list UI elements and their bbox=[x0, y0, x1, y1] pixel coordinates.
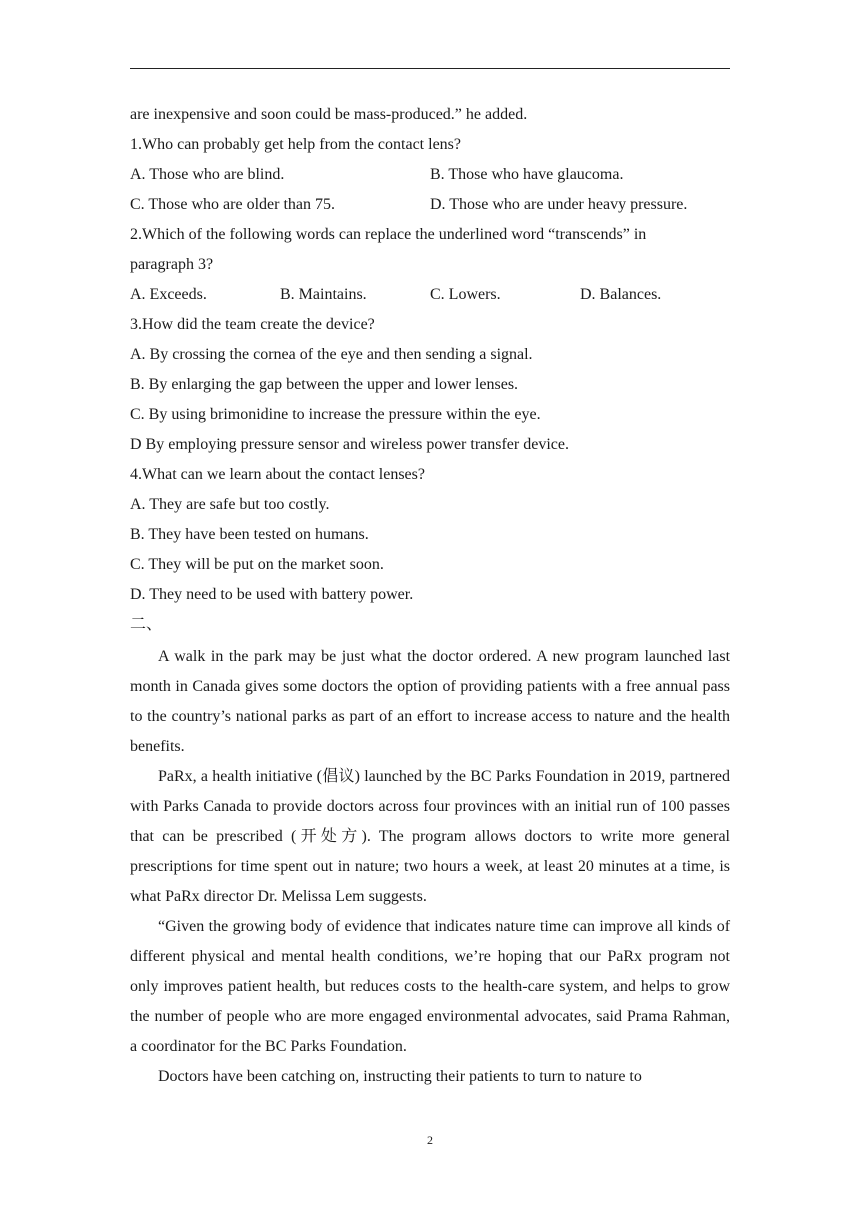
question-3-stem: 3.How did the team create the device? bbox=[130, 316, 375, 333]
option-c: C. They will be put on the market soon. bbox=[130, 556, 384, 573]
option-b: B. By enlarging the gap between the upper and lower lenses. bbox=[130, 376, 519, 393]
section-heading: 二、 bbox=[130, 616, 163, 633]
option-d: D. They need to be used with battery power. bbox=[130, 586, 414, 603]
text-line: program not only improves patient health, but reduces costs to the health-care system, bbox=[130, 948, 731, 995]
text-line: nature and the health benefits. bbox=[130, 708, 731, 755]
header-rule bbox=[130, 68, 730, 69]
option-d: D. Balances. bbox=[580, 286, 662, 303]
text-line: A walk in the park may be just what the doctor ordered. A new program launched bbox=[158, 648, 703, 665]
text-line: run of 100 passes that can be prescribed (开处方). The program allows doctors to bbox=[130, 798, 731, 845]
question-1-options-row-1 bbox=[130, 160, 730, 190]
text-line: Doctors have been catching on, instructing their patients to turn to nature to bbox=[158, 1068, 642, 1085]
text-line: and helps to grow the number of people who are more engaged environmental bbox=[130, 978, 731, 1025]
text-line: last month in Canada gives some doctors the option of providing patients with a free bbox=[130, 648, 731, 695]
question-2-options bbox=[130, 280, 730, 310]
option-b: B. They have been tested on humans. bbox=[130, 526, 369, 543]
passage-paragraph-3 bbox=[130, 912, 730, 1062]
option-a: A. They are safe but too costly. bbox=[130, 496, 330, 513]
text-line: annual pass to the country’s national parks as part of an effort to increase access to bbox=[130, 678, 731, 725]
text-line: “Given the growing body of evidence that indicates nature time can improve all bbox=[158, 918, 674, 935]
question-2-stem-line-1: 2.Which of the following words can replace the underlined word “transcends” in bbox=[130, 226, 647, 243]
question-1-stem: 1.Who can probably get help from the contact lens? bbox=[130, 136, 461, 153]
option-a: A. By crossing the cornea of the eye and then sending a signal. bbox=[130, 346, 533, 363]
page-number: 2 bbox=[427, 1133, 433, 1147]
passage-paragraph-2 bbox=[130, 762, 730, 912]
text-line: least 20 minutes at a time, is what PaRx director Dr. Melissa Lem suggests. bbox=[130, 858, 730, 905]
option-a: A. Exceeds. bbox=[130, 286, 207, 303]
continued-line: are inexpensive and soon could be mass-produced.” he added. bbox=[130, 106, 528, 123]
option-c: C. By using brimonidine to increase the pressure within the eye. bbox=[130, 406, 541, 423]
option-c: C. Those who are older than 75. bbox=[130, 196, 335, 213]
option-d: D. Those who are under heavy pressure. bbox=[430, 196, 688, 213]
option-c: C. Lowers. bbox=[430, 286, 501, 303]
text-line: write more general prescriptions for time spent out in nature; two hours a week, at bbox=[130, 828, 730, 875]
passage-paragraph-1 bbox=[130, 642, 730, 762]
option-a: A. Those who are blind. bbox=[130, 166, 285, 183]
text-line: partnered with Parks Canada to provide doctors across four provinces with an initial bbox=[130, 768, 730, 815]
text-line: PaRx, a health initiative (倡议) launched by the BC Parks Foundation in 2019, bbox=[158, 768, 666, 785]
page-content bbox=[130, 100, 730, 1092]
question-1-options-row-2 bbox=[130, 190, 730, 220]
option-b: B. Those who have glaucoma. bbox=[430, 166, 624, 183]
option-d: D By employing pressure sensor and wireless power transfer device. bbox=[130, 436, 569, 453]
question-2-stem-line-2: paragraph 3? bbox=[130, 256, 214, 273]
text-line: advocates, said Prama Rahman, a coordinator for the BC Parks Foundation. bbox=[130, 1008, 730, 1055]
text-line: kinds of different physical and mental health conditions, we’re hoping that our PaRx bbox=[130, 918, 731, 965]
option-b: B. Maintains. bbox=[280, 286, 367, 303]
question-4-stem: 4.What can we learn about the contact lenses? bbox=[130, 466, 425, 483]
passage-paragraph-4 bbox=[130, 1062, 730, 1092]
